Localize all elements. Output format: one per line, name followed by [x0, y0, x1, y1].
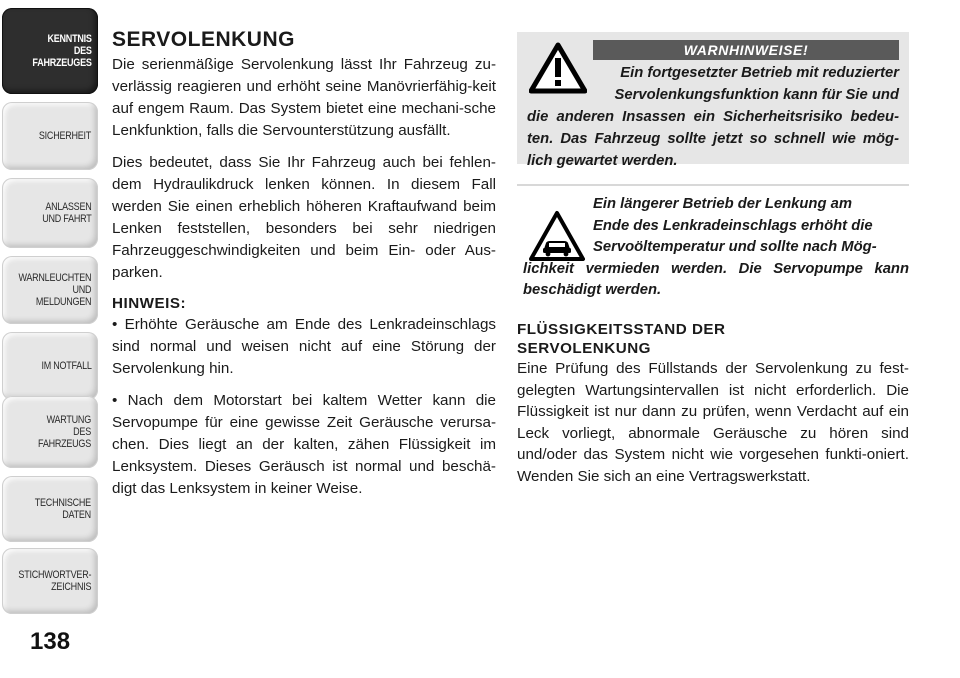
caution-line: Servoöltemperatur und sollte nach Mög- — [593, 239, 877, 255]
detail-paragraph: Dies bedeutet, dass Sie Ihr Fahrzeug auch bei fehlen-dem Hydraulikdruck lenken können. In diesem Fall werden Sie einen erheblich höheren Kraftaufwand beim Lenken feststellen, besonders bei sehr niedrigen Fahrzeuggeschwindigkeiten und beim Ein- oder Aus-parken. — [112, 154, 496, 281]
caution-line: Ende des Lenkradeinschlags erhöht die — [593, 217, 873, 234]
subsection-heading: FLÜSSIGKEITSSTAND DER SERVOLENKUNG — [517, 321, 726, 357]
tab-label: TECHNISCHE DATEN — [35, 497, 92, 521]
caution-line: lichkeit vermieden werden. Die Servopumpe kann beschädigt werden. — [523, 260, 909, 298]
warning-title: WARNHINWEISE! — [593, 40, 899, 60]
warning-triangle-icon — [529, 42, 587, 94]
tab-label: WARTUNG DES FAHRZEUGS — [38, 414, 92, 450]
right-column — [517, 32, 909, 488]
note-heading: HINWEIS: — [112, 295, 187, 312]
caution-car-icon — [529, 210, 585, 262]
left-column — [112, 28, 496, 510]
fluid-level-section — [517, 320, 909, 488]
tab-wartung-des-fahrzeugs[interactable] — [2, 396, 98, 468]
tab-technische-daten[interactable] — [2, 476, 98, 542]
warning-line: Servolenkungsfunktion kann für Sie und — [614, 87, 899, 103]
chapter-sidebar — [0, 0, 100, 600]
tab-kenntnis-des-fahrzeuges[interactable] — [2, 8, 98, 94]
tab-label: KENNTNIS DES FAHRZEUGES — [32, 33, 92, 69]
tab-label: SICHERHEIT — [39, 130, 92, 142]
caution-box — [517, 184, 909, 306]
tab-sicherheit[interactable] — [2, 102, 98, 170]
tab-label: WARNLEUCHTEN UND MELDUNGEN — [18, 272, 92, 308]
section-heading: SERVOLENKUNG — [112, 28, 295, 51]
tab-stichwortverzeichnis[interactable] — [2, 548, 98, 614]
note-bullet: • Erhöhte Geräusche am Ende des Lenkradeinschlags sind normal und weisen nicht auf eine Störung der Servolenkung hin. — [112, 316, 496, 377]
tab-im-notfall[interactable] — [2, 332, 98, 400]
tab-label: STICHWORTVER- ZEICHNIS — [18, 569, 92, 593]
intro-paragraph: Die serienmäßige Servolenkung lässt Ihr Fahrzeug zu-verlässig reagieren und erhöht seine Manövrierfähig-keit auf engem Raum. Das System bietet eine mechani-sche Lenkfunktion, falls die Servounterstützung ausfällt. — [112, 56, 496, 139]
warning-line: Ein fortgesetzter Betrieb mit reduzierter — [620, 65, 899, 81]
tab-anlassen-und-fahrt[interactable] — [2, 178, 98, 248]
tab-label: ANLASSEN UND FAHRT — [42, 201, 92, 225]
warning-line: die anderen Insassen ein Sicherheitsrisiko bedeu-ten. Das Fahrzeug sollte jetzt so schnell wie mög-lich gewartet werden. — [527, 109, 899, 169]
caution-line: Ein längerer Betrieb der Lenkung am — [593, 196, 853, 212]
fluid-level-paragraph: Eine Prüfung des Füllstands der Servolenkung zu fest-gelegten Wartungsintervallen ist nicht erforderlich. Die Flüssigkeit ist nur dann zu prüfen, wenn Verdacht auf ein Leck vorliegt, abnormale Geräusche zu hören sind und/oder das System nicht wie vorgesehen funkti-oniert. Wenden Sie sich an eine Vertragswerkstatt. — [517, 360, 909, 485]
note-bullet: • Nach dem Motorstart bei kaltem Wetter kann die Servopumpe für eine gewisse Zeit Geräusche verursa-chen. Dies liegt an der kalten, zähen Flüssigkeit im Lenksystem. Dieses Geräusch ist normal und beschä-digt das Lenksystem in keiner Weise. — [112, 392, 496, 497]
tab-warnleuchten-und-meldungen[interactable] — [2, 256, 98, 324]
warning-box — [517, 32, 909, 169]
tab-label: IM NOTFALL — [41, 360, 92, 372]
page-number: 138 — [30, 628, 71, 655]
